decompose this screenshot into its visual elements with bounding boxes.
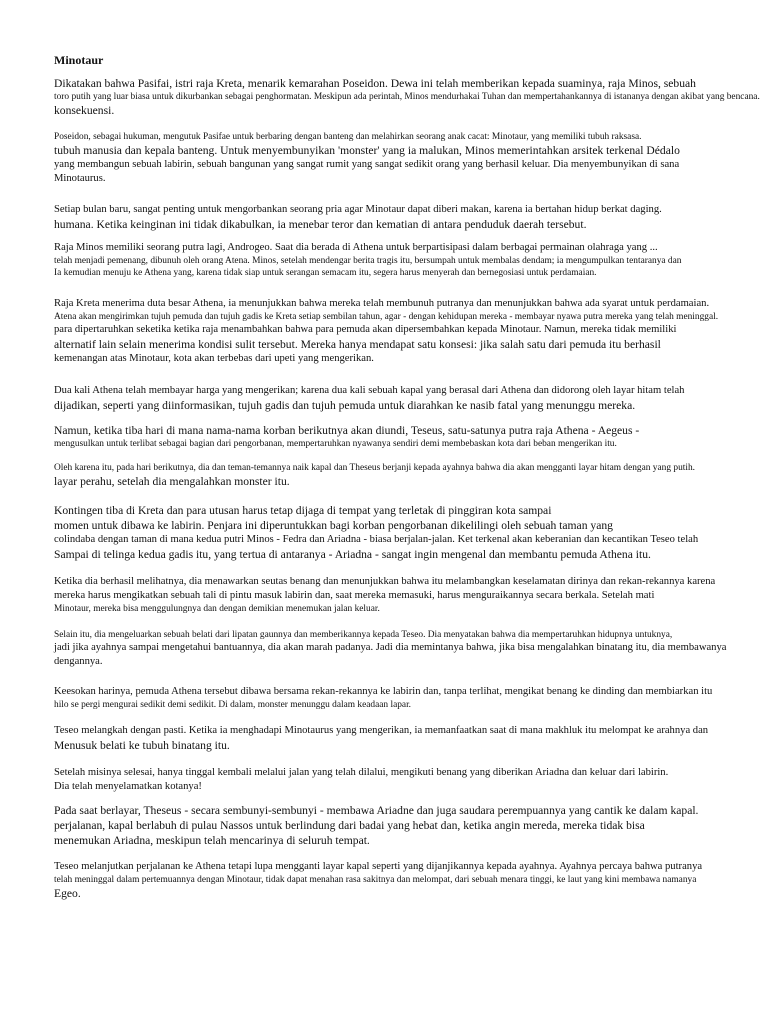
paragraph-line: Dia telah menyelamatkan kotanya! — [54, 781, 202, 792]
paragraph-line: telah meninggal dalam pertemuannya dengan Minotaur, tidak dapat menahan rasa sakitnya dan melompat, dari sebuah menara tinggi, ke laut yang kini membawa namanya — [54, 875, 697, 885]
paragraph-line: Raja Minos memiliki seorang putra lagi, Androgeo. Saat dia berada di Athena untuk berpartisipasi dalam berbagai permainan olahraga yang ... — [54, 242, 658, 253]
paragraph-line: Setiap bulan baru, sangat penting untuk mengorbankan seorang pria agar Minotaur dapat diberi makan, karena ia bertahan hidup berkat daging. — [54, 204, 662, 215]
paragraph — [54, 629, 768, 669]
paragraph-line: menemukan Ariadna, meskipun telah mencarinya di seluruh tempat. — [54, 834, 370, 847]
paragraph-line: hilo se pergi mengurai sedikit demi sedikit. Di dalam, monster menunggu dalam keadaan lapar. — [54, 700, 412, 710]
paragraph — [54, 76, 768, 118]
paragraph — [54, 462, 768, 489]
paragraph-line: para dipertaruhkan seketika ketika raja menambahkan bahwa para pemuda akan dipersembahkan kepada Minotaur. Namun, mereka tidak memiliki — [54, 324, 677, 335]
paragraph — [54, 724, 768, 753]
paragraph — [54, 803, 768, 848]
paragraph-line: kemenangan atas Minotaur, kota akan terbebas dari upeti yang mengerikan. — [54, 353, 374, 364]
paragraph-line: mereka harus mengikatkan sebuah tali di pintu masuk labirin dan, saat mereka memasuki, harus menguraikannya secara berkala. Setelah mati — [54, 590, 655, 601]
paragraph-line: Ia kemudian menuju ke Athena yang, karena tidak siap untuk serangan semacam itu, segera harus menyerah dan bernegosiasi untuk perdamaian. — [54, 268, 597, 278]
paragraph — [54, 131, 768, 186]
paragraph-line: Poseidon, sebagai hukuman, mengutuk Pasifae untuk berbaring dengan banteng dan melahirkan seorang anak cacat: Minotaur, yang memiliki tubuh raksasa. — [54, 132, 642, 142]
paragraph-line: humana. Ketika keinginan ini tidak dikabulkan, ia menebar teror dan kematian di antara penduduk daerah tersebut. — [54, 218, 587, 231]
paragraph-line: Egeo. — [54, 887, 81, 900]
paragraph-line: Oleh karena itu, pada hari berikutnya, dia dan teman-temannya naik kapal dan Theseus berjanji kepada ayahnya bahwa dia akan mengganti layar hitam dengan yang putih. — [54, 463, 695, 473]
paragraph-line: telah menjadi pemenang, dibunuh oleh orang Atena. Minos, setelah mendengar berita tragis itu, bersumpah untuk membalas dendam; ia mengumpulkan tentaranya dan — [54, 256, 682, 266]
paragraph-line: yang membangun sebuah labirin, sebuah bangunan yang sangat rumit yang sangat sedikit orang yang berhasil keluar. Dia menyembunyikan di sana — [54, 159, 680, 170]
paragraph — [54, 423, 768, 450]
paragraph-line: toro putih yang luar biasa untuk dikurbankan sebagai penghormatan. Meskipun ada perintah, Minos mendurhakai Tuhan dan mempertahankannya di istananya dengan akibat yang bencana. — [54, 92, 760, 102]
paragraph-line: layar perahu, setelah dia mengalahkan monster itu. — [54, 475, 290, 488]
paragraph-line: momen untuk dibawa ke labirin. Penjara ini diperuntukkan bagi korban pengorbanan dikelilingi oleh sebuah taman yang — [54, 519, 613, 532]
paragraph-line: Atena akan mengirimkan tujuh pemuda dan tujuh gadis ke Kreta setiap sembilan tahun, agar - dengan kehidupan mereka - membayar nyawa putra mereka yang telah meninggal. — [54, 312, 719, 322]
paragraph-line: tubuh manusia dan kepala banteng. Untuk menyembunyikan 'monster' yang ia malukan, Minos memerintahkan arsitek terkenal Dédalo — [54, 144, 680, 157]
paragraph-line: Kontingen tiba di Kreta dan para utusan harus tetap dijaga di tempat yang terletak di pinggiran kota sampai — [54, 504, 552, 517]
paragraph-line: jadi jika ayahnya sampai mengetahui bantuannya, dia akan marah padanya. Jadi dia memintanya bahwa, jika bisa mengalahkan binatang itu, dia membawanya — [54, 642, 727, 653]
paragraph — [54, 575, 768, 615]
paragraph — [54, 503, 768, 562]
paragraph-line: dengannya. — [54, 656, 103, 667]
paragraph-line: Sampai di telinga kedua gadis itu, yang tertua di antaranya - Ariadna - sangat ingin mengenal dan membantu pemuda Athena itu. — [54, 548, 651, 561]
paragraph-line: konsekuensi. — [54, 104, 115, 117]
paragraph-line: Ketika dia berhasil melihatnya, dia menawarkan seutas benang dan menunjukkan bahwa itu melambangkan keselamatan dirinya dan rekan-rekannya karena — [54, 576, 716, 587]
paragraph-line: Raja Kreta menerima duta besar Athena, ia menunjukkan bahwa mereka telah membunuh putranya dan menunjukkan bahwa ada syarat untuk perdamaian. — [54, 298, 710, 309]
paragraph-line: Setelah misinya selesai, hanya tinggal kembali melalui jalan yang telah dilalui, mengikuti benang yang diberikan Ariadna dan keluar dari labirin. — [54, 767, 669, 778]
paragraph-line: mengusulkan untuk terlibat sebagai bagian dari pengorbanan, mempertaruhkan nyawanya sendiri demi membebaskan kota dari beban mengerikan itu. — [54, 439, 617, 449]
paragraph-line: Namun, ketika tiba hari di mana nama-nama korban berikutnya akan diundi, Teseus, satu-satunya putra raja Athena - Aegeus - — [54, 424, 640, 437]
paragraph-line: colindaba dengan taman di mana kedua putri Minos - Fedra dan Ariadna - biasa berjalan-jalan. Ket terkenal akan keberanian dan kecantikan Teseo telah — [54, 534, 699, 545]
paragraph-line: Dua kali Athena telah membayar harga yang mengerikan; karena dua kali sebuah kapal yang berasal dari Athena dan didorong oleh layar hitam telah — [54, 385, 685, 396]
paragraph — [54, 203, 768, 232]
paragraph-line: Dikatakan bahwa Pasifai, istri raja Kreta, menarik kemarahan Poseidon. Dewa ini telah memberikan kepada suaminya, raja Minos, sebuah — [54, 77, 696, 90]
paragraph-line: dijadikan, seperti yang diinformasikan, tujuh gadis dan tujuh pemuda untuk diarahkan ke nasib fatal yang menunggu mereka. — [54, 399, 636, 412]
paragraph-line: Teseo melangkah dengan pasti. Ketika ia menghadapi Minotaurus yang mengerikan, ia memanfaatkan saat di mana makhluk itu melompat ke arahnya dan — [54, 725, 709, 736]
paragraph — [54, 766, 768, 794]
paragraph — [54, 384, 768, 413]
paragraph-line: Pada saat berlayar, Theseus - secara sembunyi-sembunyi - membawa Ariadne dan juga saudara perempuannya yang cantik ke dalam kapal. — [54, 804, 699, 817]
paragraph-line: Selain itu, dia mengeluarkan sebuah belati dari lipatan gaunnya dan memberikannya kepada Teseo. Dia menyatakan bahwa dia mempertaruhkan hidupnya untuknya, — [54, 630, 673, 640]
paragraph-line: Minotaur, mereka bisa menggulungnya dan dengan demikian menemukan jalan keluar. — [54, 604, 380, 614]
paragraph-line: Teseo melanjutkan perjalanan ke Athena tetapi lupa mengganti layar kapal seperti yang dijanjikannya kepada ayahnya. Ayahnya percaya bahwa putranya — [54, 861, 703, 872]
paragraph-line: perjalanan, kapal berlabuh di pulau Nassos untuk berlindung dari badai yang hebat dan, ketika angin mereda, mereka tidak bisa — [54, 819, 645, 832]
paragraph — [54, 297, 768, 366]
page-title: Minotaur — [54, 53, 104, 67]
paragraph-line: Keesokan harinya, pemuda Athena tersebut dibawa bersama rekan-rekannya ke labirin dan, tanpa terlihat, mengikat benang ke dinding dan membiarkan itu — [54, 686, 713, 697]
paragraph-line: Minotaurus. — [54, 173, 106, 184]
paragraph-line: alternatif lain selain menerima kondisi sulit tersebut. Mereka hanya mendapat satu konsesi: jika salah satu dari pemuda itu berhasil — [54, 338, 661, 351]
paragraph — [54, 241, 768, 279]
paragraph — [54, 860, 768, 901]
paragraph — [54, 685, 768, 711]
paragraph-line: Menusuk belati ke tubuh binatang itu. — [54, 739, 230, 752]
